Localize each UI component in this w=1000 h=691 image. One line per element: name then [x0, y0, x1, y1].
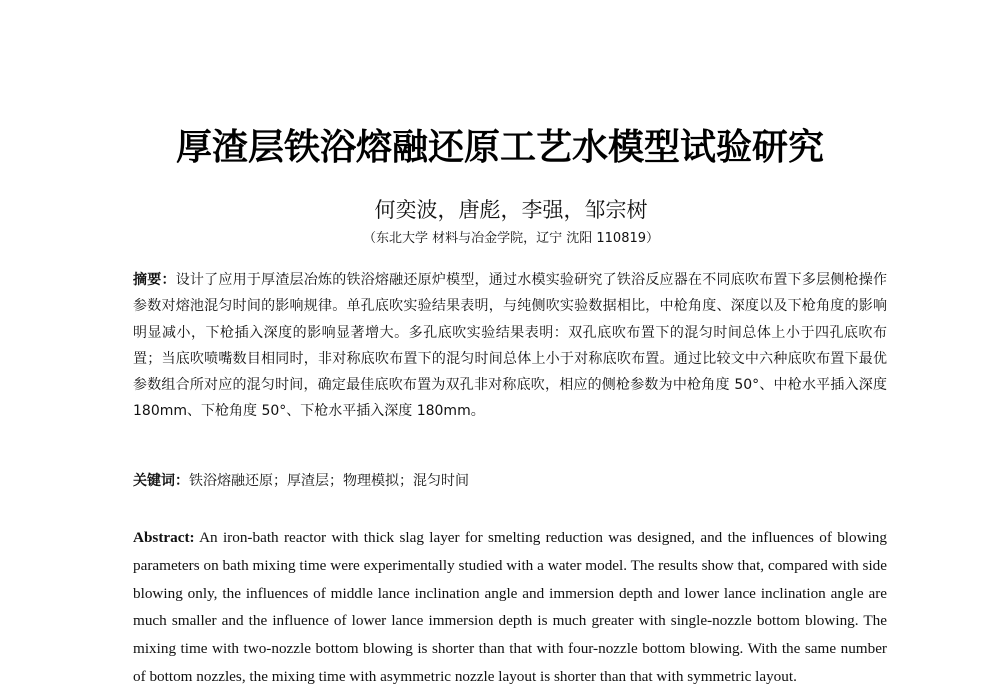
chinese-keywords — [133, 468, 887, 494]
affiliation: （东北大学 材料与冶金学院，辽宁 沈阳 110819） — [362, 231, 660, 246]
author-list: 何奕波，唐彪，李强，邹宗树 — [374, 198, 648, 222]
chinese-abstract — [133, 267, 887, 425]
english-abstract-label: Abstract: — [133, 529, 195, 546]
chinese-abstract-text: 设计了应用于厚渣层冶炼的铁浴熔融还原炉模型，通过水模实验研究了铁浴反应器在不同底吹布置下多层侧枪操作参数对熔池混匀时间的影响规律。单孔底吹实验结果表明，与纯侧吹实验数据相比，中枪角度、深度以及下枪角度的影响明显减小，下枪插入深度的影响显著增大。多孔底吹实验结果表明：双孔底吹布置下的混匀时间总体上小于四孔底吹布置；当底吹喷嘴数目相同时，非对称底吹布置下的混匀时间总体上小于对称底吹布置。通过比较文中六种底吹布置下最优参数组合所对应的混匀时间，确定最佳底吹布置为双孔非对称底吹，相应的侧枪参数为中枪角度 50°、中枪水平插入深度 180mm、下枪角度 50°、下枪水平插入深度 180mm。 — [133, 272, 888, 420]
english-abstract-text: An iron-bath reactor with thick slag layer for smelting reduction was designed, and the influences of blowing parameters on bath mixing time were experimentally studied with a water model. The results show that, compared with side blowing only, the influences of middle lance inclination angle and immersion depth and lower lance inclination angle are much smaller and the influence of lower lance immersion depth is much greater with single-nozzle bottom blowing. The mixing time with two-nozzle bottom blowing is shorter than that with four-nozzle bottom blowing. With the same number of bottom nozzles, the mixing time with asymmetric nozzle layout is shorter than that with symmetric layout. — [133, 529, 887, 685]
paper-title: 厚渣层铁浴熔融还原工艺水模型试验研究 — [175, 127, 824, 168]
chinese-abstract-label: 摘要： — [133, 272, 176, 288]
english-abstract — [133, 524, 887, 691]
keywords-label: 关键词： — [133, 473, 189, 489]
keywords-text: 铁浴熔融还原；厚渣层；物理模拟；混匀时间 — [189, 473, 469, 489]
